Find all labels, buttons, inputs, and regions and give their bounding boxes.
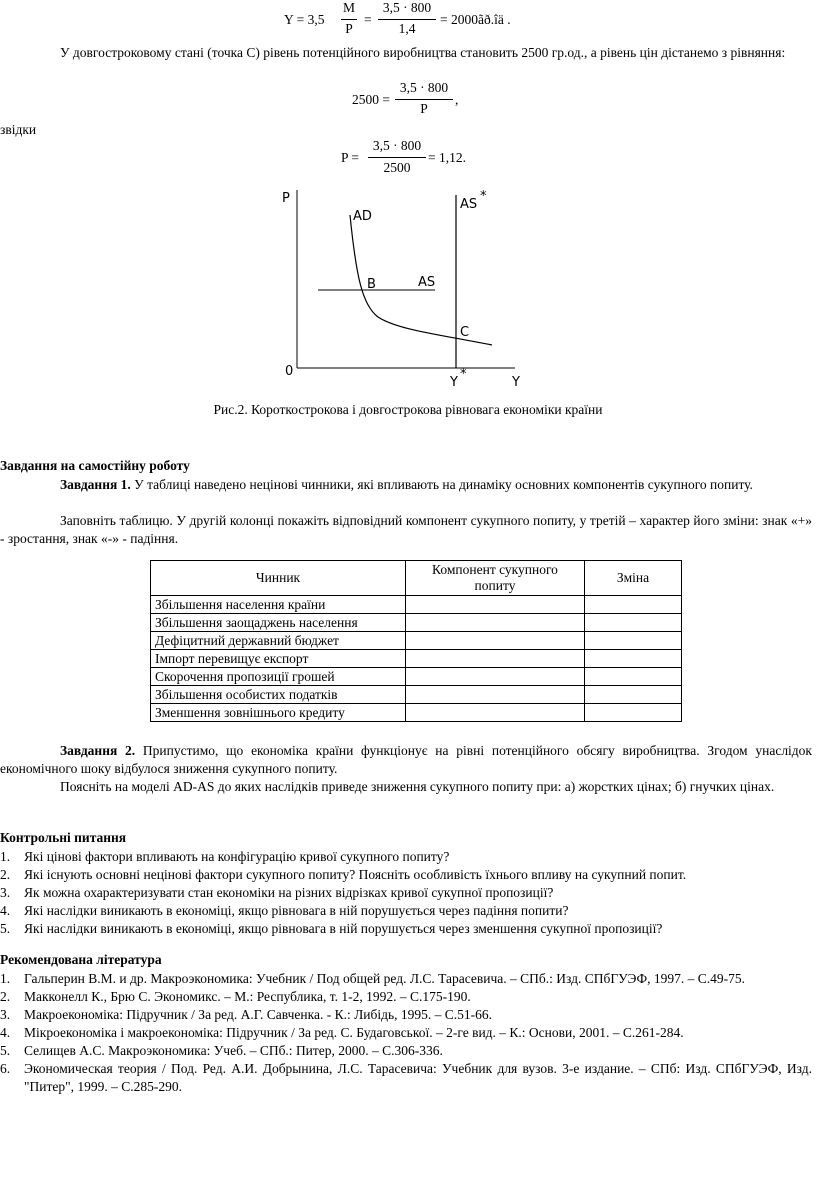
factor-cell: Дефіцитний державний бюджет <box>151 632 406 650</box>
question-text: Які цінові фактори впливають на конфігурацію кривої сукупного попиту? <box>24 849 450 864</box>
formula-2-tail: , <box>455 92 459 107</box>
task-2-text: Припустимо, що економіка країни функціонує на рівні потенційного обсягу виробництва. Згодом унаслідок економічного шоку відбулося зниження сукупного попиту. <box>0 743 812 776</box>
control-questions-list <box>0 848 812 938</box>
change-cell[interactable] <box>585 596 682 614</box>
list-item <box>0 848 812 866</box>
component-cell[interactable] <box>406 686 585 704</box>
list-item <box>0 1024 812 1042</box>
ad-label: AD <box>353 209 372 224</box>
list-item <box>0 902 812 920</box>
self-work-title: Завдання на самостійну роботу <box>0 458 190 473</box>
list-number: 2. <box>0 989 11 1004</box>
table-row <box>151 686 682 704</box>
list-number: 4. <box>0 1025 11 1040</box>
change-cell[interactable] <box>585 632 682 650</box>
fraction-bar <box>368 157 426 158</box>
formula-2-num: 3,5 · 800 <box>399 80 449 95</box>
as-long-label: AS <box>460 197 478 212</box>
task-1-label: Завдання 1. <box>60 477 131 492</box>
fraction-bar <box>395 99 453 100</box>
formula-1-den-p: P <box>345 21 353 36</box>
as-short-label: AS <box>418 275 436 290</box>
y-star-label: Y <box>450 375 458 390</box>
formula-3-tail: = 1,12. <box>428 150 466 165</box>
task-1-text: У таблиці наведено нецінові чинники, які впливають на динаміку основних компонентів сукупного попиту. <box>130 477 753 492</box>
list-number: 5. <box>0 921 11 936</box>
reference-text: Селищев А.С. Макроэкономика: Учеб. – СПб.: Питер, 2000. – С.306-336. <box>24 1043 443 1058</box>
component-cell[interactable] <box>406 632 585 650</box>
list-number: 5. <box>0 1043 11 1058</box>
reference-text: Мікроекономіка і макроекономіка: Підручник / За ред. С. Будаговської. – 2-ге вид. – К.: Основи, 2001. – С.261-284. <box>24 1025 684 1040</box>
question-text: Які існують основні нецінові фактори сукупного попиту? Поясніть особливість їхнього впливу на сукупний попит. <box>24 867 687 882</box>
x-axis-label: Y <box>512 375 520 390</box>
list-item <box>0 1042 812 1060</box>
reference-text: Макконелл К., Брю С. Экономикс. – М.: Республика, т. 1-2, 1992. – С.175-190. <box>24 989 471 1004</box>
change-cell[interactable] <box>585 650 682 668</box>
list-item <box>0 1006 812 1024</box>
task-2-label: Завдання 2. <box>60 743 136 758</box>
question-text: Як можна охарактеризувати стан економіки на різних відрізках кривої сукупної пропозиції? <box>24 885 554 900</box>
list-item <box>0 884 812 902</box>
y-star-mark: * <box>460 367 467 382</box>
table-row <box>151 596 682 614</box>
factor-cell: Збільшення заощаджень населення <box>151 614 406 632</box>
table-header-row <box>151 561 682 596</box>
formula-1-lhs: Y = 3,5 <box>284 12 325 27</box>
figure-caption: Рис.2. Короткострокова і довгострокова рівновага економіки країни <box>213 402 603 417</box>
formula-1-num-m: M <box>342 0 355 15</box>
list-number: 3. <box>0 1007 11 1022</box>
table-row <box>151 668 682 686</box>
list-item <box>0 866 812 884</box>
reference-text: Гальперин В.М. и др. Макроэкономика: Учебник / Под общей ред. Л.С. Тарасевича. – СПб.: Изд. СПбГУЭФ, 1997. – С.49-75. <box>24 971 746 986</box>
change-cell[interactable] <box>585 704 682 722</box>
formula-2-lhs: 2500 = <box>352 92 390 107</box>
question-text: Які наслідки виникають в економіці, якщо рівновага в ній порушується через зменшення сукупної пропозиції? <box>24 921 663 936</box>
paragraph-long-run: У довгостроковому стані (точка С) рівень потенційного виробництва становить 2500 гр.од., а рівень цін дістанемо з рівняння: <box>60 45 786 60</box>
origin-label: 0 <box>285 364 294 379</box>
formula-3-den: 2500 <box>383 160 411 175</box>
component-cell[interactable] <box>406 704 585 722</box>
fraction-bar <box>378 19 436 20</box>
factor-cell: Скорочення пропозиції грошей <box>151 668 406 686</box>
reference-text: Макроекономіка: Підручник / За ред. А.Г. Савченка. - К.: Либідь, 1995. – С.51-66. <box>24 1007 493 1022</box>
point-b-label: B <box>367 277 376 292</box>
formula-1-eq: = <box>364 12 372 27</box>
as-long-star: * <box>480 189 487 204</box>
list-item <box>0 920 812 938</box>
list-number: 3. <box>0 885 11 900</box>
list-number: 4. <box>0 903 11 918</box>
list-number: 1. <box>0 849 11 864</box>
header-change: Зміна <box>585 561 682 596</box>
table-row <box>151 614 682 632</box>
factor-cell: Імпорт перевищує експорт <box>151 650 406 668</box>
table-row <box>151 704 682 722</box>
task-2-instructions: Поясніть на моделі AD-AS до яких наслідків приведе зниження сукупного попиту при: а) жорстких цінах; б) гнучких цінах. <box>60 779 775 794</box>
formula-1-num-2: 3,5 · 800 <box>382 0 432 15</box>
list-number: 6. <box>0 1061 11 1076</box>
y-axis-label: P <box>282 191 290 206</box>
header-factor: Чинник <box>151 561 406 596</box>
change-cell[interactable] <box>585 686 682 704</box>
formula-3-lhs: P = <box>341 150 359 165</box>
factor-cell: Зменшення зовнішнього кредиту <box>151 704 406 722</box>
component-cell[interactable] <box>406 614 585 632</box>
component-cell[interactable] <box>406 596 585 614</box>
formula-2-den: P <box>420 101 428 116</box>
factor-cell: Збільшення населення країни <box>151 596 406 614</box>
control-questions-title: Контрольні питання <box>0 830 127 845</box>
formula-1-den-2: 1,4 <box>398 21 416 36</box>
question-text: Які наслідки виникають в економіці, якщо рівновага в ній порушується через падіння попити? <box>24 903 569 918</box>
reference-text: Экономическая теория / Под. Ред. А.И. Добрынина, Л.С. Тарасевича: Учебник для вузов. 3-е издание. – СПб: Изд. СПбГУЭФ, Изд. "Питер", 1999. – С.285-290. <box>24 1061 812 1094</box>
list-number: 2. <box>0 867 11 882</box>
table-row <box>151 632 682 650</box>
task-2-paragraph <box>0 742 812 778</box>
literature-title: Рекомендована література <box>0 952 162 967</box>
list-item <box>0 970 812 988</box>
point-c-label: C <box>460 325 470 340</box>
formula-1-result: = 2000ãð.îä . <box>440 12 511 27</box>
literature-list <box>0 970 812 1096</box>
task-1-paragraph <box>0 476 812 494</box>
component-cell[interactable] <box>406 650 585 668</box>
factors-table <box>150 560 682 722</box>
ad-as-diagram <box>270 180 540 395</box>
list-number: 1. <box>0 971 11 986</box>
formula-3-num: 3,5 · 800 <box>372 138 422 153</box>
factor-cell: Збільшення особистих податків <box>151 686 406 704</box>
task-1-instructions: Заповніть таблицю. У другій колонці покажіть відповідний компонент сукупного попиту, у третій – характер його зміни: знак «+» - зростання, знак «-» - падіння. <box>0 513 812 546</box>
word-zvidky: звідки <box>0 122 37 137</box>
change-cell[interactable] <box>585 668 682 686</box>
fraction-bar <box>341 19 357 20</box>
table-row <box>151 650 682 668</box>
list-item <box>0 988 812 1006</box>
change-cell[interactable] <box>585 614 682 632</box>
component-cell[interactable] <box>406 668 585 686</box>
header-component: Компонент сукупного попиту <box>406 561 585 596</box>
list-item <box>0 1060 812 1096</box>
